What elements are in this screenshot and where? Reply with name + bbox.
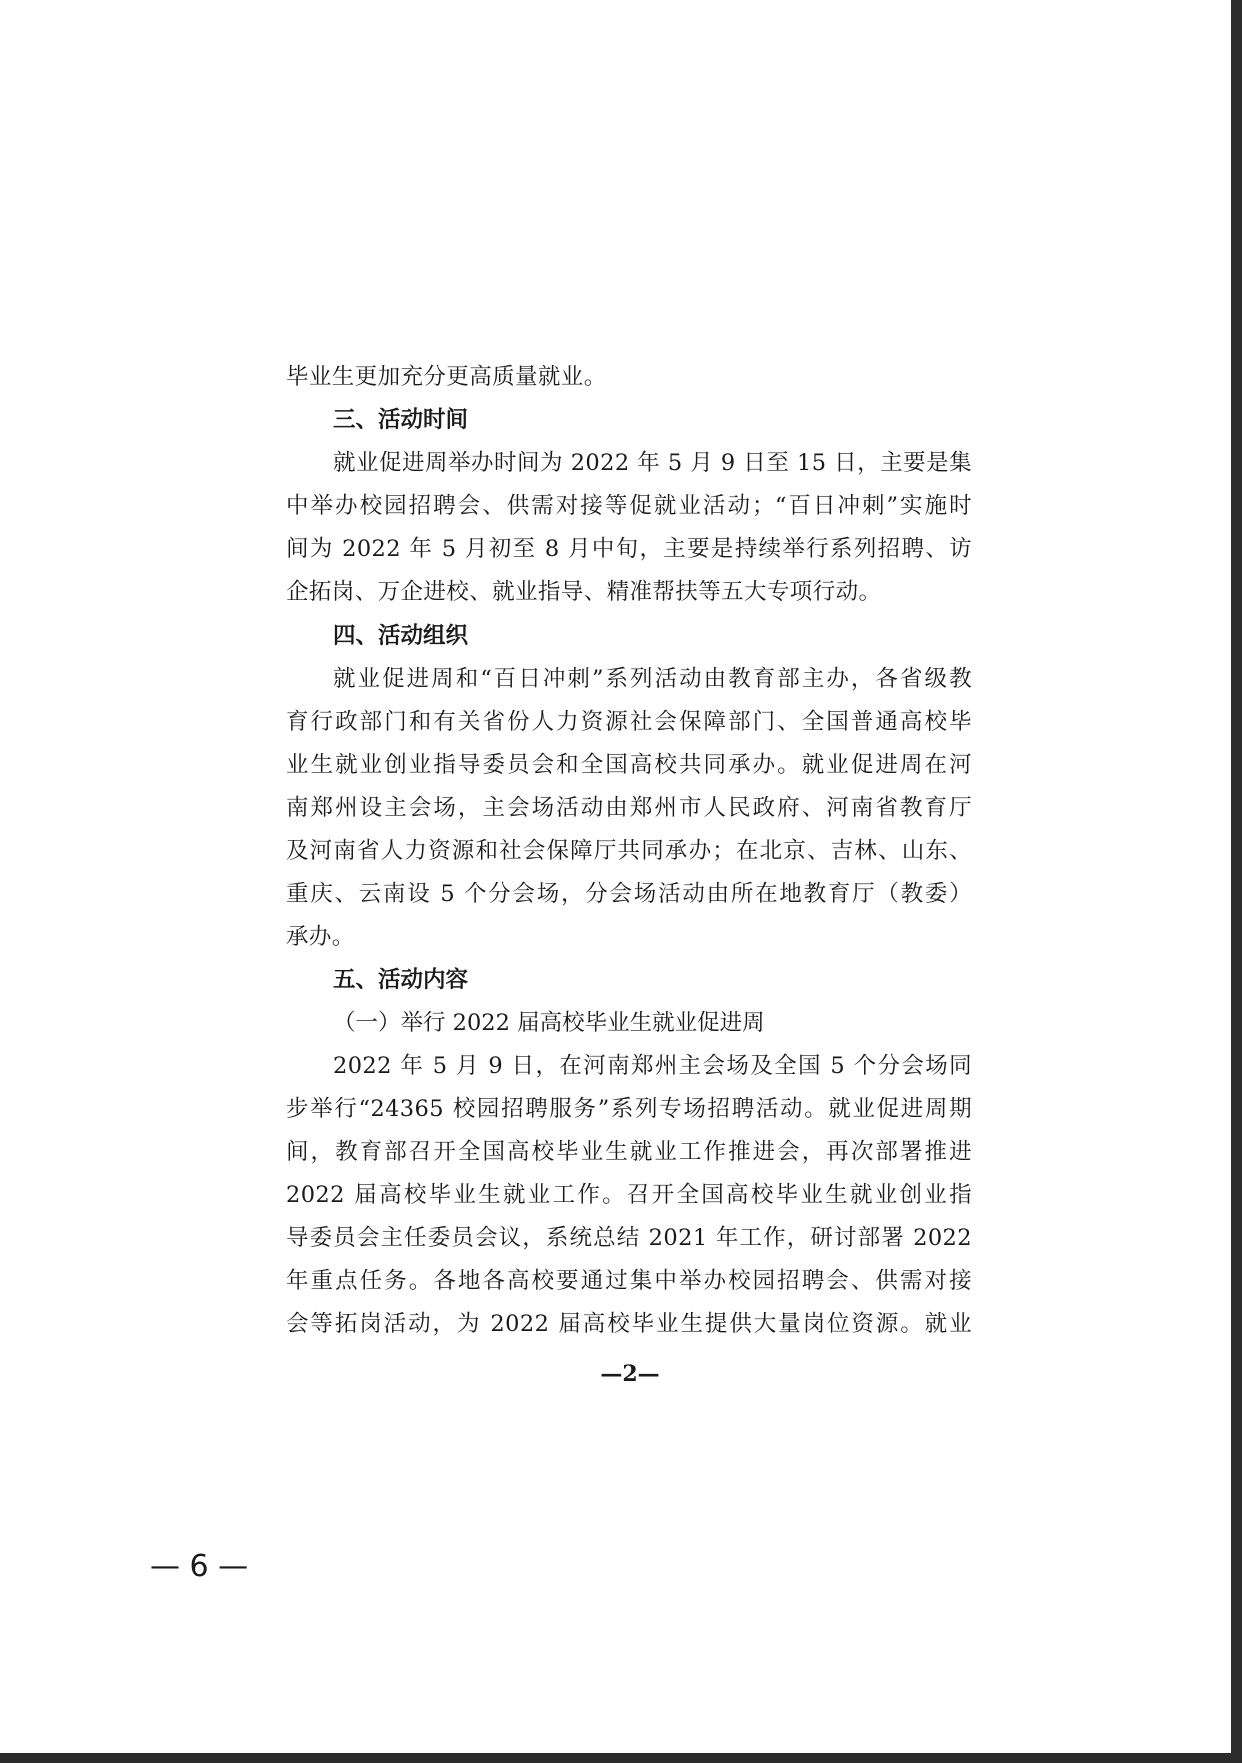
section-4-line: 南郑州设主会场，主会场活动由郑州市人民政府、河南省教育厅 [286,795,972,821]
intro-line: 毕业生更加充分更高质量就业。 [286,364,607,390]
section-3-line: 间为 2022 年 5 月初至 8 月中旬，主要是持续举行系列招聘、访 [286,536,972,562]
scan-border-right [1231,0,1242,1763]
scan-border-bottom [0,1753,1242,1763]
section-4-heading: 四、活动组织 [333,623,469,649]
outer-page-number: — 6 — [150,1549,249,1584]
section-4-line: 业生就业创业指导委员会和全国高校共同承办。就业促进周在河 [286,752,972,778]
section-5-line: 年重点任务。各地各高校要通过集中举办校园招聘会、供需对接 [286,1268,972,1294]
section-5-heading: 五、活动内容 [333,967,469,993]
section-5-line: 2022 年 5 月 9 日，在河南郑州主会场及全国 5 个分会场同 [333,1053,972,1079]
section-5-line: 间，教育部召开全国高校毕业生就业工作推进会，再次部署推进 [286,1139,972,1165]
section-5-line: 会等拓岗活动，为 2022 届高校毕业生提供大量岗位资源。就业 [286,1311,972,1337]
section-4-line: 重庆、云南设 5 个分会场，分会场活动由所在地教育厅（教委） [286,881,972,907]
section-5-line: 导委员会主任委员会议，系统总结 2021 年工作，研讨部署 2022 [286,1225,972,1251]
inner-page-number: —2— [600,1361,660,1387]
section-3-line: 就业促进周举办时间为 2022 年 5 月 9 日至 15 日，主要是集 [333,450,972,476]
section-4-line: 及河南省人力资源和社会保障厅共同承办；在北京、吉林、山东、 [286,838,972,864]
section-3-line: 中举办校园招聘会、供需对接等促就业活动；“百日冲刺”实施时 [286,493,972,519]
section-5-subheading: （一）举行 2022 届高校毕业生就业促进周 [333,1010,765,1036]
section-3-line: 企拓岗、万企进校、就业指导、精准帮扶等五大专项行动。 [286,579,882,605]
section-3-heading: 三、活动时间 [333,407,469,433]
section-4-line: 就业促进周和“百日冲刺”系列活动由教育部主办，各省级教 [333,666,972,692]
section-4-line: 育行政部门和有关省份人力资源社会保障部门、全国普通高校毕 [286,709,972,735]
section-4-line: 承办。 [286,924,355,950]
section-5-line: 步举行“24365 校园招聘服务”系列专场招聘活动。就业促进周期 [286,1096,972,1122]
section-5-line: 2022 届高校毕业生就业工作。召开全国高校毕业生就业创业指 [286,1182,972,1208]
